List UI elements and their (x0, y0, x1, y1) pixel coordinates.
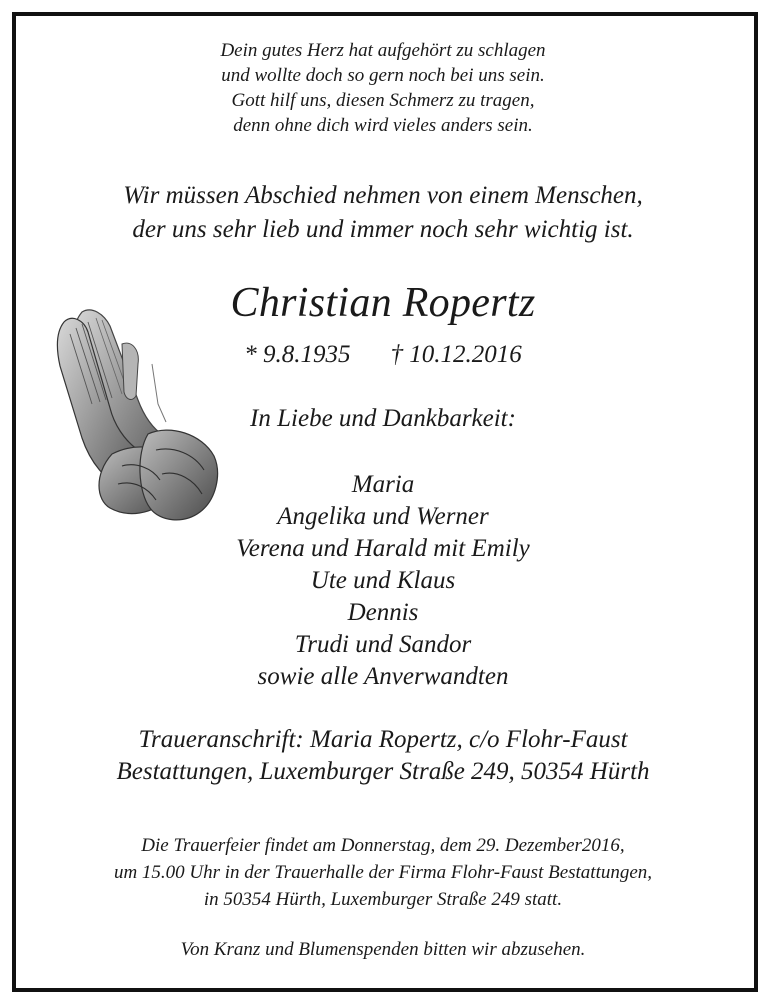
death-date: † 10.12.2016 (390, 341, 522, 368)
service-line: Die Trauerfeier findet am Donnerstag, dem 29. Dezember2016, (141, 835, 625, 856)
mourner: Maria (351, 471, 415, 498)
mourner: Dennis (347, 599, 419, 626)
birth-date: * 9.8.1935 (244, 341, 351, 368)
mourner: Trudi und Sandor (294, 631, 472, 658)
address-line: Bestattungen, Luxemburger Straße 249, 50354 Hürth (116, 758, 650, 785)
poem-line: und wollte doch so gern noch bei uns sein. (221, 65, 545, 86)
intro-line: Wir müssen Abschied nehmen von einem Menschen, (123, 182, 643, 209)
poem-line: Dein gutes Herz hat aufgehört zu schlagen (220, 40, 546, 61)
poem-line: denn ohne dich wird vieles anders sein. (233, 115, 533, 136)
service-line: in 50354 Hürth, Luxemburger Straße 249 statt. (203, 889, 563, 910)
mourner: Angelika und Werner (277, 503, 489, 530)
deceased-name: Christian Ropertz (230, 280, 536, 326)
address-line: Traueranschrift: Maria Ropertz, c/o Flohr-Faust (138, 726, 628, 753)
mourner: Ute und Klaus (310, 567, 456, 594)
poem-line: Gott hilf uns, diesen Schmerz zu tragen, (231, 90, 535, 111)
service-line: um 15.00 Uhr in der Trauerhalle der Firma Flohr-Faust Bestattungen, (113, 862, 653, 883)
mourner: sowie alle Anverwandten (257, 663, 509, 690)
intro-line: der uns sehr lieb und immer noch sehr wichtig ist. (132, 216, 634, 243)
life-dates (0, 341, 766, 369)
closing-note: Von Kranz und Blumenspenden bitten wir abzusehen. (180, 939, 586, 960)
mourner: Verena und Harald mit Emily (236, 535, 530, 562)
dedication: In Liebe und Dankbarkeit: (250, 405, 516, 432)
